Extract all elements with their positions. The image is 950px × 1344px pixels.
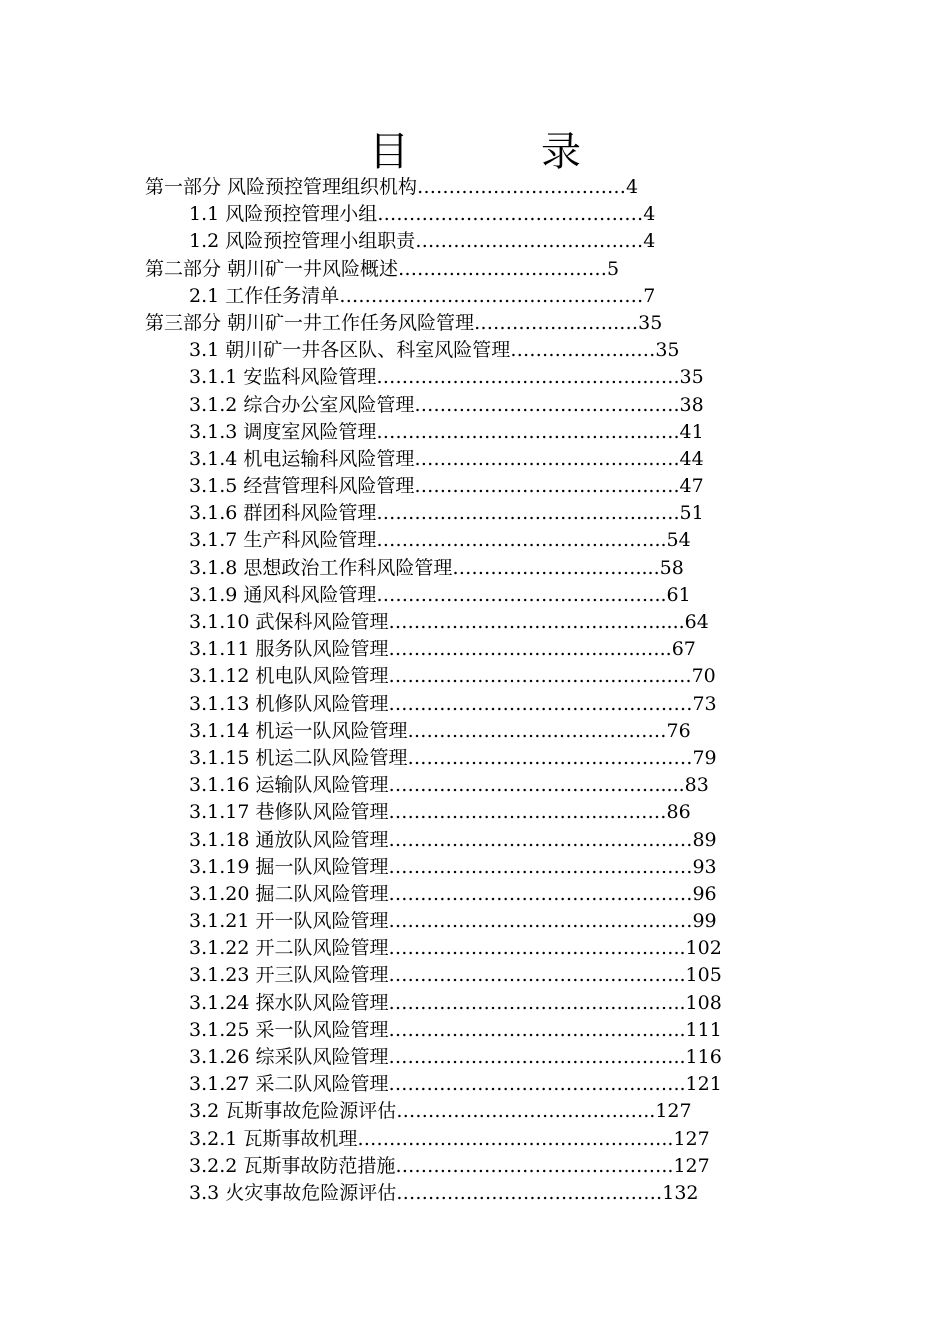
toc-entry[interactable] — [0, 555, 950, 582]
toc-entry-text: 3.1.21 开一队风险管理…………………………………………99 — [189, 910, 717, 933]
toc-entry[interactable] — [0, 854, 950, 881]
toc-entry[interactable] — [0, 1071, 950, 1098]
toc-entry[interactable] — [0, 392, 950, 419]
toc-entry[interactable] — [0, 772, 950, 799]
toc-entry-text: 3.1.3 调度室风险管理……………………………………..….41 — [189, 420, 704, 443]
toc-entry-text: 3.2.1 瓦斯事故机理…………………………………………..127 — [189, 1127, 710, 1150]
toc-entry[interactable] — [0, 827, 950, 854]
toc-entry[interactable] — [0, 446, 950, 473]
toc-entry[interactable] — [0, 337, 950, 364]
toc-entry[interactable] — [0, 364, 950, 391]
toc-entry[interactable] — [0, 663, 950, 690]
toc-title: 目 录 — [369, 129, 627, 175]
toc-entry[interactable] — [0, 1180, 950, 1207]
toc-entry-text: 3.1.13 机修队风险管理…………………………………………73 — [189, 692, 717, 715]
toc-entry-text: 3.1.18 通放队风险管理…………………………………………89 — [189, 828, 717, 851]
toc-entry[interactable] — [0, 609, 950, 636]
toc-entry-text: 3.1.17 巷修队风险管理……………………………..………86 — [189, 801, 691, 824]
toc-entry-text: 3.1.9 通风科风险管理………………………………..……..61 — [189, 583, 691, 606]
toc-entry-text: 3.1 朝川矿一井各区队、科室风险管理………………..…35 — [189, 339, 680, 362]
toc-entry-text: 3.1.6 群团科风险管理……………………………………..….51 — [189, 502, 704, 525]
toc-entry-text: 3.1.20 掘二队风险管理…………………………………………96 — [189, 882, 717, 905]
toc-entry-text: 3.1.19 掘一队风险管理…………………………………………93 — [189, 855, 717, 878]
toc-entry[interactable] — [0, 691, 950, 718]
toc-entry[interactable] — [0, 1044, 950, 1071]
toc-entry[interactable] — [0, 636, 950, 663]
toc-entry[interactable] — [0, 881, 950, 908]
toc-entry[interactable] — [0, 1153, 950, 1180]
toc-entry-text: 3.1.14 机运一队风险管理…………………..………………76 — [189, 719, 691, 742]
toc-entry[interactable] — [0, 990, 950, 1017]
toc-entry[interactable] — [0, 500, 950, 527]
toc-entry[interactable] — [0, 799, 950, 826]
toc-entry-text: 3.1.8 思想政治工作科风险管理…………………..……....58 — [189, 556, 684, 579]
toc-entry-text: 3.1.27 采二队风险管理………………………………………..121 — [189, 1073, 722, 1096]
toc-entry-text: 3.1.2 综合办公室风险管理………………………………..….38 — [189, 393, 704, 416]
toc-entry[interactable] — [0, 582, 950, 609]
toc-entry-text: 1.2 风险预控管理小组职责………………………………4 — [189, 230, 656, 253]
toc-entry-text: 3.2.2 瓦斯事故防范措施……………………………………..127 — [189, 1154, 710, 1177]
toc-entry-text: 3.1.16 运输队风险管理…………………………………….....83 — [189, 774, 709, 797]
toc-entry-text: 3.1.7 生产科风险管理………………………………..……..54 — [189, 529, 691, 552]
toc-entry-text: 第三部分 朝川矿一井工作任务风险管理…………………..…35 — [145, 311, 663, 334]
toc-entry-text: 第二部分 朝川矿一井风险概述……………………………5 — [145, 257, 620, 280]
toc-entry-text: 3.1.10 武保科风险管理…………………………………….....64 — [189, 611, 709, 633]
toc-entry[interactable] — [0, 745, 950, 772]
toc-entry[interactable] — [0, 1126, 950, 1153]
toc-entry-text: 3.1.4 机电运输科风险管理………………………………..….44 — [189, 447, 704, 470]
toc-entry-text: 3.1.1 安监科风险管理……………………………………..….35 — [189, 366, 704, 389]
toc-entry[interactable] — [0, 962, 950, 989]
toc-entry-text: 3.2 瓦斯事故危险源评估…………………………………..127 — [189, 1100, 692, 1123]
toc-entry[interactable] — [0, 256, 950, 283]
table-of-contents — [0, 174, 950, 1207]
toc-entry-text: 3.1.24 探水队风险管理………………………………………..108 — [189, 991, 722, 1014]
toc-entry[interactable] — [0, 908, 950, 935]
toc-entry[interactable] — [0, 201, 950, 228]
toc-entry[interactable] — [0, 310, 950, 337]
toc-entry[interactable] — [0, 1017, 950, 1044]
toc-entry-text: 3.1.26 综采队风险管理………………………………………..116 — [189, 1046, 722, 1068]
toc-entry-text: 3.1.25 采一队风险管理………………………………………..111 — [189, 1018, 722, 1041]
toc-entry[interactable] — [0, 935, 950, 962]
toc-entry[interactable] — [0, 228, 950, 255]
toc-entry-text: 3.1.11 服务队风险管理……………………………..…..…..67 — [189, 638, 696, 661]
toc-entry-text: 3.1.23 开三队风险管理………………………………………..105 — [189, 964, 722, 987]
toc-entry[interactable] — [0, 283, 950, 310]
toc-entry-text: 2.1 工作任务清单…………………………………………7 — [189, 284, 656, 307]
toc-entry[interactable] — [0, 419, 950, 446]
toc-entry-text: 3.1.12 机电队风险管理……………………………………..….70 — [189, 665, 716, 688]
toc-entry[interactable] — [0, 718, 950, 745]
toc-entry-text: 3.1.15 机运二队风险管理………………………………………79 — [189, 746, 717, 769]
toc-entry[interactable] — [0, 527, 950, 554]
toc-entry-text: 3.1.5 经营管理科风险管理………………………………..….47 — [189, 475, 704, 498]
toc-entry-text: 3.3 火灾事故危险源评估……………………………………132 — [189, 1181, 699, 1204]
toc-entry-text: 1.1 风险预控管理小组……………………………………4 — [189, 203, 656, 226]
toc-entry[interactable] — [0, 473, 950, 500]
toc-entry[interactable] — [0, 1098, 950, 1125]
toc-entry[interactable] — [0, 174, 950, 201]
toc-entry-text: 3.1.22 开二队风险管理………………………………………..102 — [189, 937, 722, 960]
toc-entry-text: 第一部分 风险预控管理组织机构……………………………4 — [145, 176, 639, 198]
